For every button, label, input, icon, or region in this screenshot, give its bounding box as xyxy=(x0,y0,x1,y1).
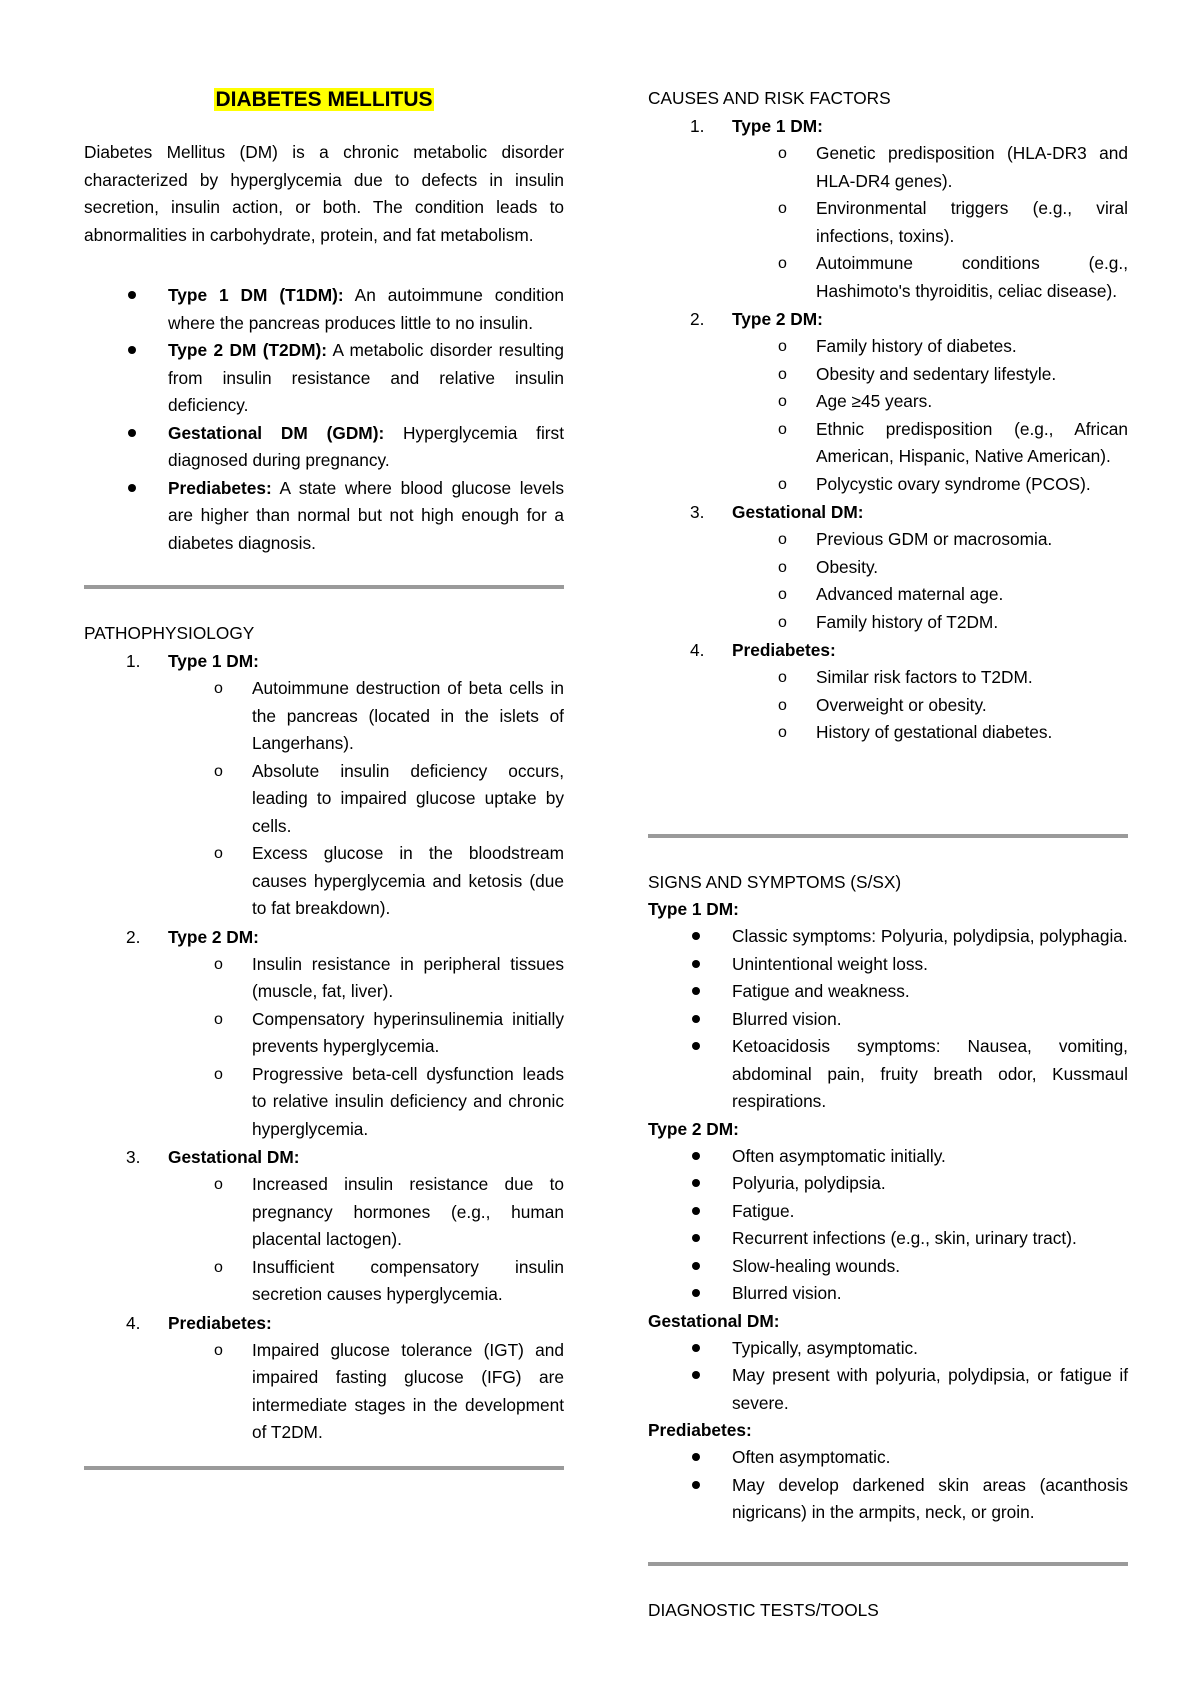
symptom-item: Fatigue. xyxy=(648,1198,1128,1226)
cause-number: 1. xyxy=(690,116,705,136)
symptom-group-label: Prediabetes: xyxy=(648,1420,752,1440)
page-title: DIABETES MELLITUS xyxy=(215,88,433,111)
section-divider xyxy=(648,834,1128,838)
symptom-item: Unintentional weight loss. xyxy=(648,951,1128,979)
signs-groups xyxy=(648,896,1128,1527)
dm-types-list xyxy=(84,282,564,557)
cause-item xyxy=(648,112,1128,305)
pathophysiology-list xyxy=(84,647,564,1447)
cause-item xyxy=(648,498,1128,636)
symptom-list xyxy=(648,1335,1128,1418)
cause-points xyxy=(732,526,1128,636)
cause-number: 4. xyxy=(690,640,705,660)
dm-type-term: Gestational DM (GDM): xyxy=(168,422,385,443)
symptom-item: Often asymptomatic. xyxy=(648,1444,1128,1472)
patho-points xyxy=(168,1171,564,1309)
cause-label: Gestational DM: xyxy=(732,502,864,522)
patho-label: Prediabetes: xyxy=(168,1312,272,1333)
section-divider xyxy=(84,585,564,589)
patho-number: 4. xyxy=(126,1312,141,1333)
dm-type-item xyxy=(84,282,564,337)
cause-item xyxy=(648,305,1128,498)
cause-item xyxy=(648,636,1128,747)
section-divider xyxy=(648,1562,1128,1566)
dm-type-desc: A metabolic disorder resulting from insulin resistance and relative insulin deficiency. xyxy=(168,340,565,415)
patho-point: o Absolute insulin deficiency occurs, leading to impaired glucose uptake by cells. xyxy=(168,758,564,841)
patho-point: o Excess glucose in the bloodstream causes hyperglycemia and ketosis (due to fat breakdown). xyxy=(168,840,564,923)
symptom-item: Recurrent infections (e.g., skin, urinary tract). xyxy=(648,1225,1128,1253)
diagnostic-heading: DIAGNOSTIC TESTS/TOOLS xyxy=(648,1600,879,1620)
dm-type-term: Prediabetes: xyxy=(168,477,272,498)
dm-type-item xyxy=(84,420,564,475)
patho-point: o Insufficient compensatory insulin secretion causes hyperglycemia. xyxy=(168,1254,564,1309)
cause-point: o Overweight or obesity. xyxy=(732,692,1128,720)
cause-point: o Autoimmune conditions (e.g., Hashimoto's thyroiditis, celiac disease). xyxy=(732,250,1128,305)
cause-number: 3. xyxy=(690,502,705,522)
dm-type-desc: Hyperglycemia first diagnosed during pregnancy. xyxy=(168,422,564,470)
cause-point: o Obesity. xyxy=(732,554,1128,582)
patho-label: Gestational DM: xyxy=(168,1147,300,1167)
cause-point: o Advanced maternal age. xyxy=(732,581,1128,609)
cause-points xyxy=(732,140,1128,305)
cause-point: o History of gestational diabetes. xyxy=(732,719,1128,747)
patho-points xyxy=(168,951,564,1144)
patho-item xyxy=(84,1143,564,1309)
symptom-item: May present with polyuria, polydipsia, or fatigue if severe. xyxy=(648,1362,1128,1417)
cause-label: Type 2 DM: xyxy=(732,309,823,329)
patho-item xyxy=(84,1309,564,1447)
cause-point: o Genetic predisposition (HLA-DR3 and HLA-DR4 genes). xyxy=(732,140,1128,195)
patho-number: 2. xyxy=(126,926,141,947)
symptom-group-label: Type 1 DM: xyxy=(648,899,739,919)
cause-point: o Environmental triggers (e.g., viral infections, toxins). xyxy=(732,195,1128,250)
cause-points xyxy=(732,664,1128,747)
cause-points xyxy=(732,333,1128,498)
symptom-list xyxy=(648,1143,1128,1308)
symptom-item: Slow-healing wounds. xyxy=(648,1253,1128,1281)
patho-point: o Increased insulin resistance due to pregnancy hormones (e.g., human placental lactogen). xyxy=(168,1171,564,1254)
patho-points xyxy=(168,1337,564,1447)
dm-type-term: Type 1 DM (T1DM): xyxy=(168,285,344,305)
patho-point: o Compensatory hyperinsulinemia initially prevents hyperglycemia. xyxy=(168,1006,564,1061)
symptom-list xyxy=(648,1444,1128,1527)
patho-label: Type 1 DM: xyxy=(168,651,259,671)
cause-point: o Obesity and sedentary lifestyle. xyxy=(732,361,1128,389)
cause-point: o Family history of T2DM. xyxy=(732,609,1128,637)
cause-point: o Previous GDM or macrosomia. xyxy=(732,526,1128,554)
patho-point: o Progressive beta-cell dysfunction leads to relative insulin deficiency and chronic hyperglycemia. xyxy=(168,1061,564,1144)
dm-type-desc: An autoimmune condition where the pancreas produces little to no insulin. xyxy=(168,285,564,333)
patho-points xyxy=(168,675,564,923)
cause-label: Prediabetes: xyxy=(732,640,836,660)
pathophysiology-heading: PATHOPHYSIOLOGY xyxy=(84,623,255,643)
symptom-item: Blurred vision. xyxy=(648,1006,1128,1034)
patho-label: Type 2 DM: xyxy=(168,926,259,947)
symptom-item: Classic symptoms: Polyuria, polydipsia, polyphagia. xyxy=(648,923,1128,951)
symptom-item: Typically, asymptomatic. xyxy=(648,1335,1128,1363)
dm-type-item xyxy=(84,475,564,558)
signs-heading: SIGNS AND SYMPTOMS (S/SX) xyxy=(648,872,902,892)
symptom-item: Polyuria, polydipsia. xyxy=(648,1170,1128,1198)
symptom-item: Often asymptomatic initially. xyxy=(648,1143,1128,1171)
symptom-group-label: Type 2 DM: xyxy=(648,1118,739,1139)
section-divider xyxy=(84,1466,564,1470)
symptom-item: Ketoacidosis symptoms: Nausea, vomiting, abdominal pain, fruity breath odor, Kussmaul respirations. xyxy=(648,1033,1128,1116)
symptom-item: Fatigue and weakness. xyxy=(648,978,1128,1006)
cause-label: Type 1 DM: xyxy=(732,116,823,136)
dm-type-item xyxy=(84,337,564,420)
cause-point: o Age ≥45 years. xyxy=(732,388,1128,416)
causes-list xyxy=(648,112,1128,747)
patho-number: 1. xyxy=(126,651,141,671)
causes-heading: CAUSES AND RISK FACTORS xyxy=(648,88,891,108)
patho-point: o Insulin resistance in peripheral tissues (muscle, fat, liver). xyxy=(168,951,564,1006)
patho-number: 3. xyxy=(126,1147,141,1167)
dm-type-term: Type 2 DM (T2DM): xyxy=(168,340,328,360)
intro-paragraph: Diabetes Mellitus (DM) is a chronic metabolic disorder characterized by hyperglycemia due to defects in insulin secretion, insulin action, or both. The condition leads to abnormalities in carbohydrate, protein, and fat metabolism. xyxy=(84,142,564,245)
cause-point: o Ethnic predisposition (e.g., African American, Hispanic, Native American). xyxy=(732,416,1128,471)
patho-item xyxy=(84,647,564,923)
cause-point: o Polycystic ovary syndrome (PCOS). xyxy=(732,471,1128,499)
patho-point: o Autoimmune destruction of beta cells in the pancreas (located in the islets of Langerhans). xyxy=(168,675,564,758)
symptom-list xyxy=(648,923,1128,1116)
symptom-group-label: Gestational DM: xyxy=(648,1310,780,1331)
cause-number: 2. xyxy=(690,309,705,329)
dm-type-desc: A state where blood glucose levels are higher than normal but not high enough for a diabetes diagnosis. xyxy=(168,477,564,553)
patho-point: o Impaired glucose tolerance (IGT) and impaired fasting glucose (IFG) are intermediate stages in the development of T2DM. xyxy=(168,1337,564,1447)
patho-item xyxy=(84,923,564,1144)
cause-point: o Family history of diabetes. xyxy=(732,333,1128,361)
symptom-item: Blurred vision. xyxy=(648,1280,1128,1308)
symptom-item: May develop darkened skin areas (acanthosis nigricans) in the armpits, neck, or groin. xyxy=(648,1472,1128,1527)
cause-point: o Similar risk factors to T2DM. xyxy=(732,664,1128,692)
